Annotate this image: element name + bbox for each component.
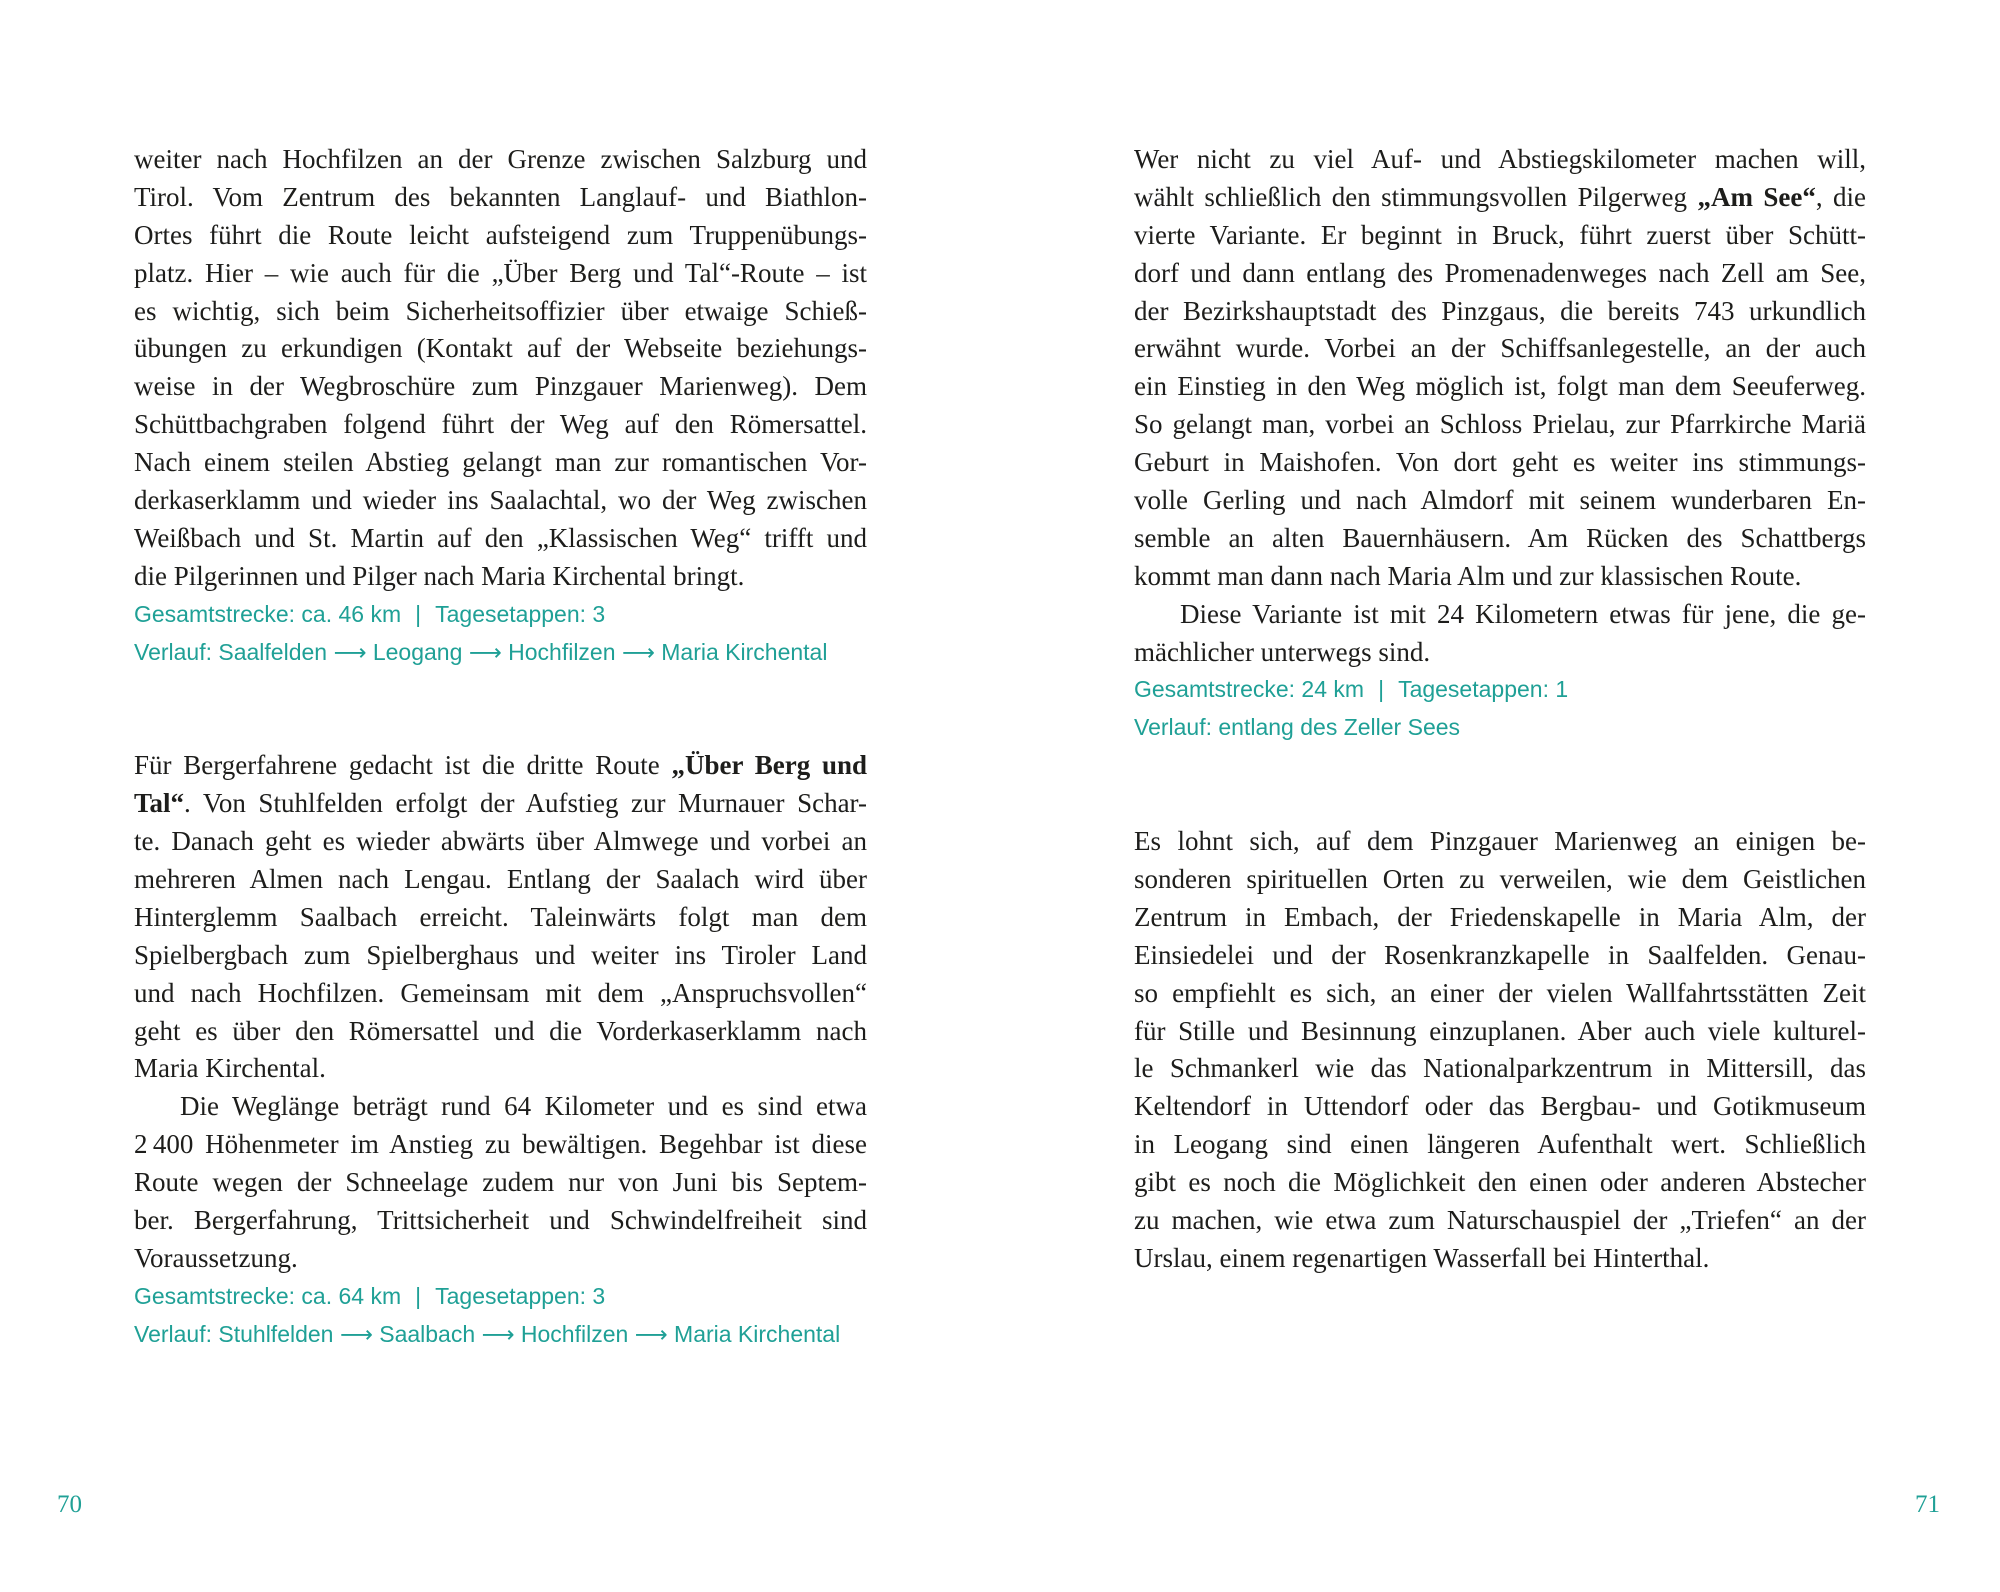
text-line: semble an alten Bauernhäusern. Am Rücken des Schattbergs [1134, 522, 1866, 553]
text-line [1134, 179, 1866, 217]
text-line: mächlicher unterwegs sind. [1134, 636, 1431, 667]
text-line: mehreren Almen nach Lengau. Entlang der Saalach wird über [134, 863, 867, 894]
text-line: Diese Variante ist mit 24 Kilometern etwas für jene, die ge- [1180, 598, 1866, 629]
route-distance: Gesamtstrecke: 24 km [1134, 676, 1365, 703]
text-line: es wichtig, sich beim Sicherheitsoffizier über etwaige Schieß- [134, 295, 867, 326]
text-line: Hinterglemm Saalbach erreicht. Taleinwärts folgt man dem [134, 901, 867, 932]
route-stages: Tagesetappen: 3 [435, 600, 606, 627]
route-stages: Tagesetappen: 1 [1398, 676, 1569, 703]
text-line: So gelangt man, vorbei an Schloss Prielau, zur Pfarrkirche Mariä [1134, 409, 1866, 440]
text-line: Spielbergbach zum Spielberghaus und weiter ins Tiroler Land [134, 939, 867, 970]
text-line: Route wegen der Schneelage zudem nur von Juni bis Septem- [134, 1167, 867, 1198]
text-line: der Bezirkshauptstadt des Pinzgaus, die bereits 743 urkundlich [1134, 295, 1866, 326]
text-line: 2 400 Höhenmeter im Anstieg zu bewältigen. Begehbar ist diese [134, 1129, 867, 1160]
text-line: übungen zu erkundigen (Kontakt auf der Webseite beziehungs- [134, 333, 867, 364]
text-line: zu machen, wie etwa zum Naturschauspiel der „Triefen“ an der [1134, 1204, 1866, 1235]
route-title-bold: „Über Berg und [671, 750, 867, 781]
text-column [134, 141, 867, 1354]
text-line: vierte Variante. Er beginnt in Bruck, führt zuerst über Schütt- [1134, 219, 1866, 250]
text-line: erwähnt wurde. Vorbei an der Schiffsanlegestelle, an der auch [1134, 333, 1866, 364]
text-line: für Stille und Besinnung einzuplanen. Aber auch viele kulturel- [1134, 1015, 1866, 1046]
text-line: so empfiehlt es sich, an einer der vielen Wallfahrtsstätten Zeit [1134, 977, 1866, 1008]
text-line: platz. Hier – wie auch für die „Über Berg und Tal“-Route – ist [134, 257, 867, 288]
route-summary [134, 596, 867, 634]
route-separator: | [1378, 676, 1385, 703]
text-line [134, 747, 867, 785]
route-stages: Tagesetappen: 3 [435, 1282, 606, 1309]
text-line: Es lohnt sich, auf dem Pinzgauer Marienweg an einigen be- [1134, 826, 1866, 857]
route-course: Verlauf: Saalfelden ⟶ Leogang ⟶ Hochfilzen ⟶ Maria Kirchental [134, 638, 828, 665]
text-line: derkaserklamm und wieder ins Saalachtal, wo der Weg zwischen [134, 485, 867, 516]
paragraph [1134, 141, 1866, 596]
spacer [1134, 747, 1866, 823]
route-title-bold: „Am See“ [1697, 181, 1816, 212]
text-line: Nach einem steilen Abstieg gelangt man zur romantischen Vor- [134, 447, 867, 478]
text-line: in Leogang sind einen längeren Aufenthalt wert. Schließlich [1134, 1129, 1866, 1160]
text-line: geht es über den Römersattel und die Vorderkaserklamm nach [134, 1015, 867, 1046]
text-line: weiter nach Hochfilzen an der Grenze zwischen Salzburg und [134, 144, 867, 174]
text-column [1134, 141, 1866, 1278]
text-line: Tirol. Vom Zentrum des bekannten Langlauf- und Biathlon- [134, 181, 867, 212]
text-line: Voraussetzung. [134, 1242, 298, 1273]
route-summary [1134, 671, 1866, 709]
route-separator: | [415, 600, 422, 627]
text-line: sonderen spirituellen Orten zu verweilen, wie dem Geistlichen [1134, 863, 1866, 894]
route-course: Verlauf: Stuhlfelden ⟶ Saalbach ⟶ Hochfilzen ⟶ Maria Kirchental [134, 1320, 841, 1347]
text-segment: wählt schließlich den stimmungsvollen Pilgerweg [1134, 181, 1698, 212]
text-line: und nach Hochfilzen. Gemeinsam mit dem „Anspruchsvollen“ [134, 977, 867, 1008]
text-line: Urslau, einem regenartigen Wasserfall bei Hinterthal. [1134, 1242, 1710, 1273]
text-line: Keltendorf in Uttendorf oder das Bergbau- und Gotikmuseum [1134, 1091, 1866, 1122]
text-line: Die Weglänge beträgt rund 64 Kilometer und es sind etwa [180, 1091, 867, 1122]
paragraph [134, 141, 867, 596]
text-line: die Pilgerinnen und Pilger nach Maria Kirchental bringt. [134, 560, 745, 591]
text-line: dorf und dann entlang des Promenadenweges nach Zell am See, [1134, 257, 1866, 288]
page-right [1000, 0, 2000, 1592]
paragraph [134, 747, 867, 1088]
route-course: Verlauf: entlang des Zeller Sees [1134, 714, 1461, 741]
text-line: gibt es noch die Möglichkeit den einen oder anderen Abstecher [1134, 1167, 1866, 1198]
route-title-bold: Tal“ [134, 788, 185, 819]
text-line: Weißbach und St. Martin auf den „Klassischen Weg“ trifft und [134, 522, 867, 553]
text-segment: Für Bergerfahrene gedacht ist die dritte Route [134, 750, 672, 781]
paragraph [1134, 596, 1866, 672]
text-line: kommt man dann nach Maria Alm und zur klassischen Route. [1134, 560, 1802, 591]
text-line: Zentrum in Embach, der Friedenskapelle in Maria Alm, der [1134, 901, 1866, 932]
route-distance: Gesamtstrecke: ca. 64 km [134, 1282, 402, 1309]
route-separator: | [415, 1282, 422, 1309]
text-line: Geburt in Maishofen. Von dort geht es weiter ins stimmungs- [1134, 447, 1866, 478]
paragraph [1134, 823, 1866, 1278]
text-line: volle Gerling und nach Almdorf mit seinem wunderbaren En- [1134, 485, 1866, 516]
spacer [134, 671, 867, 747]
page-number: 70 [57, 1491, 82, 1518]
text-line [134, 785, 867, 823]
text-line: ber. Bergerfahrung, Trittsicherheit und Schwindelfreiheit sind [134, 1204, 867, 1235]
text-line: Schüttbachgraben folgend führt der Weg auf den Römersattel. [134, 409, 867, 440]
text-segment: , die [1815, 181, 1866, 212]
text-line: Einsiedelei und der Rosenkranzkapelle in Saalfelden. Genau- [1134, 939, 1866, 970]
paragraph [134, 1088, 867, 1277]
route-summary [134, 1278, 867, 1316]
text-line: Maria Kirchental. [134, 1053, 326, 1084]
text-line: ein Einstieg in den Weg möglich ist, folgt man dem Seeuferweg. [1134, 371, 1866, 402]
text-line: te. Danach geht es wieder abwärts über Almwege und vorbei an [134, 826, 867, 857]
text-line: Wer nicht zu viel Auf- und Abstiegskilometer machen will, [1134, 144, 1866, 174]
text-line: Ortes führt die Route leicht aufsteigend zum Truppenübungs- [134, 219, 867, 250]
text-line: le Schmankerl wie das Nationalparkzentrum in Mittersill, das [1134, 1053, 1866, 1084]
page-number: 71 [1915, 1491, 1940, 1518]
route-distance: Gesamtstrecke: ca. 46 km [134, 600, 402, 627]
text-segment: . Von Stuhlfelden erfolgt der Aufstieg zur Murnauer Schar- [184, 788, 867, 819]
text-line: weise in der Wegbroschüre zum Pinzgauer Marienweg). Dem [134, 371, 867, 402]
